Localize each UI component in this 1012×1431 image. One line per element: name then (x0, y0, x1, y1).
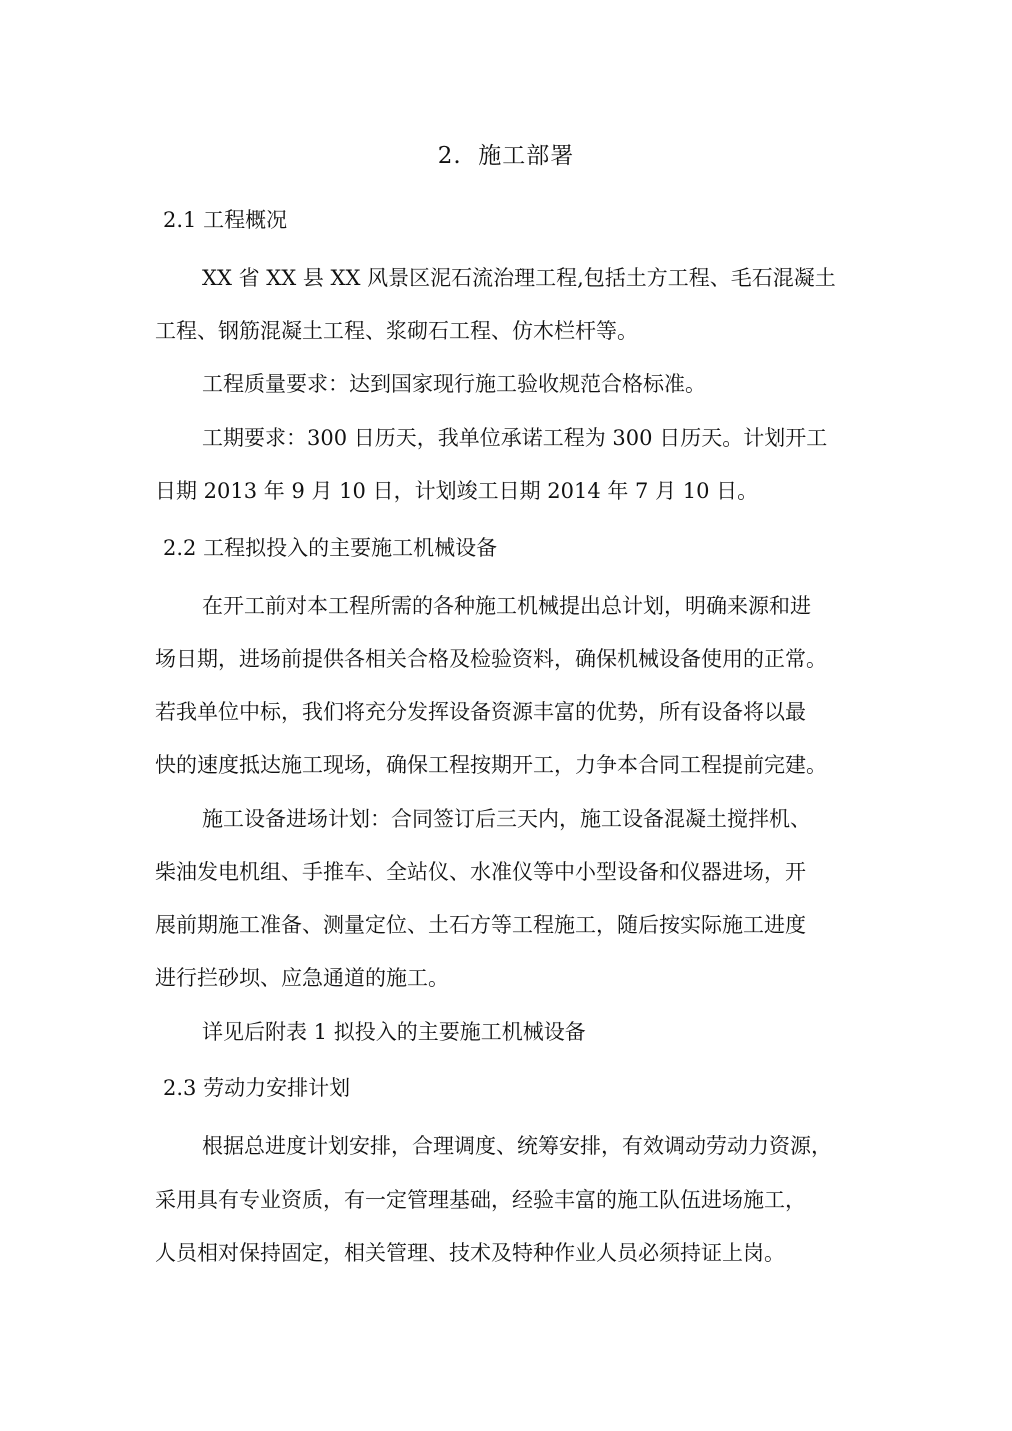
paragraph-line: 详见后附表 1 拟投入的主要施工机械设备 (202, 1020, 586, 1044)
paragraph-line: 根据总进度计划安排，合理调度、统筹安排，有效调动劳动力资源， (202, 1134, 832, 1158)
section-heading-2-2: 2.2 工程拟投入的主要施工机械设备 (163, 536, 498, 560)
paragraph-line: 日期 2013 年 9 月 10 日，计划竣工日期 2014 年 7 月 10 日。 (155, 479, 759, 503)
paragraph-line: 进行拦砂坝、应急通道的施工。 (155, 966, 449, 990)
paragraph-line: 在开工前对本工程所需的各种施工机械提出总计划，明确来源和进 (202, 594, 811, 618)
paragraph-line: 施工设备进场计划：合同签订后三天内，施工设备混凝土搅拌机、 (202, 807, 811, 831)
paragraph-line: 展前期施工准备、测量定位、土石方等工程施工，随后按实际施工进度 (155, 913, 806, 937)
paragraph-line: 柴油发电机组、手推车、全站仪、水准仪等中小型设备和仪器进场，开 (155, 860, 806, 884)
section-heading-2-3: 2.3 劳动力安排计划 (163, 1076, 351, 1100)
paragraph-line: 工程质量要求：达到国家现行施工验收规范合格标准。 (202, 372, 706, 396)
paragraph-line: 快的速度抵达施工现场，确保工程按期开工，力争本合同工程提前完建。 (155, 753, 827, 777)
paragraph-line: XX 省 XX 县 XX 风景区泥石流治理工程,包括土方工程、毛石混凝土 (202, 266, 836, 290)
paragraph-line: 人员相对保持固定，相关管理、技术及特种作业人员必须持证上岗。 (155, 1241, 785, 1265)
paragraph-line: 若我单位中标，我们将充分发挥设备资源丰富的优势，所有设备将以最 (155, 700, 806, 724)
paragraph-line: 采用具有专业资质，有一定管理基础，经验丰富的施工队伍进场施工， (155, 1188, 806, 1212)
paragraph-line: 工程、钢筋混凝土工程、浆砌石工程、仿木栏杆等。 (155, 319, 638, 343)
section-heading-2-1: 2.1 工程概况 (163, 208, 288, 232)
page-title: 2. 施工部署 (437, 143, 575, 169)
paragraph-line: 工期要求：300 日历天，我单位承诺工程为 300 日历天。计划开工 (202, 426, 828, 450)
paragraph-line: 场日期，进场前提供各相关合格及检验资料，确保机械设备使用的正常。 (155, 647, 827, 671)
